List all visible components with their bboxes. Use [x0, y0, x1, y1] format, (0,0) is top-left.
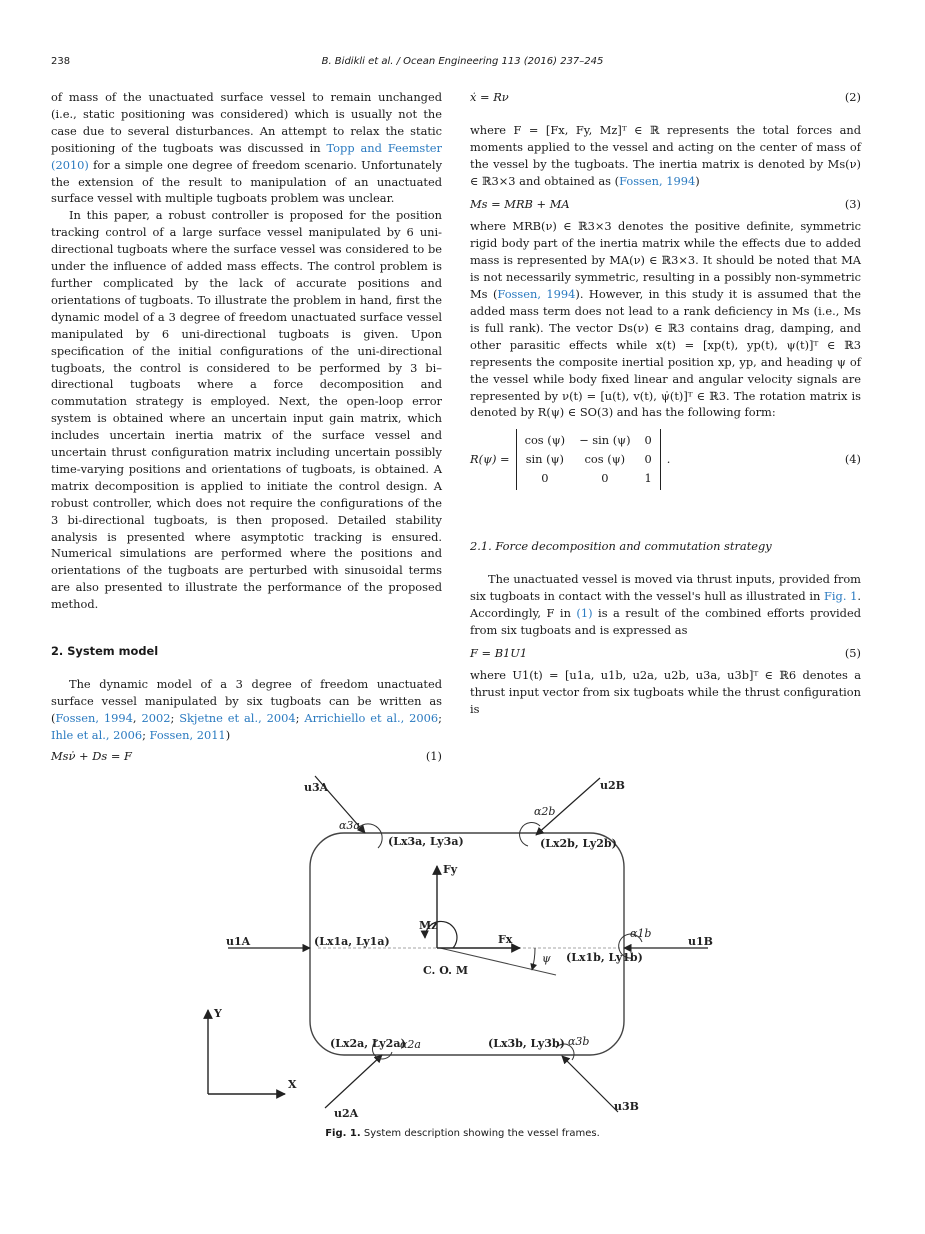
paragraph: The unactuated vessel is moved via thrust inputs, provided from six tugboats in contact with the vessel's hull as illustrated in Fig. 1. Accordingly, F in (1) is a result of the combined efforts provided from six tugboats and is expressed as: [470, 571, 861, 637]
right-column: [470, 89, 861, 718]
rotation-matrix: cos (ψ) − sin (ψ) 0 sin (ψ) cos (ψ) 0 0 0 1: [516, 429, 661, 490]
paragraph: where F = [Fx, Fy, Mz]ᵀ ∈ ℝ represents the total forces and moments applied to the vessel and acting on the center of mass of the vessel by the tugboats. The inertia matrix is denoted by Ms(ν) ∈ ℝ3×3 and obtained as (Fossen, 1994): [470, 122, 861, 188]
thrust-u3B: [562, 1056, 618, 1112]
equation-5: F = B1U1 (5): [470, 645, 861, 660]
left-column: [51, 89, 442, 765]
alpha-3a-arc: [358, 824, 382, 848]
label-Mz: Mz: [419, 919, 438, 932]
label-u2A: u2A: [334, 1107, 359, 1120]
paragraph: The dynamic model of a 3 degree of freedom unactuated surface vessel manipulated by six tugboats can be written as (Fossen, 1994, 2002; Skjetne et al., 2004; Arrichiello et al., 2006; Ihle et al., 2006; Fossen, 2011): [51, 677, 442, 742]
label-alpha-2a: α2a: [400, 1038, 421, 1051]
equation-link[interactable]: (1): [576, 605, 593, 620]
vessel-diagram: [195, 768, 730, 1123]
citation-link[interactable]: Skjetne et al., 2004: [179, 710, 296, 725]
label-L3b: (Lx3b, Ly3b): [488, 1037, 565, 1050]
paragraph: In this paper, a robust controller is proposed for the position tracking control of a large surface vessel manipulated by 6 uni-directional tugboats where the surface vessel was considered to be under the influence of added mass effects. The control problem is further complicated by the lack of accurate positions and orientations of tugboats. To illustrate the problem in hand, first the dynamic model of a 3 degree of freedom unactuated surface vessel manipulated by 6 uni-directional tugboats is given. Upon specification of the initial configurations of the uni-directional tugboats, the control is considered to be performed by 3 bi–directional tugboats where a force decomposition and commutation strategy is employed. Next, the open-loop error system is obtained where an uncertain input gain matrix, which includes uncertain inertia matrix of the surface vessel and uncertain thrust configuration matrix including uncertain possibly time-varying positions and orientations of tugboats, is obtained. A matrix decomposition is applied to initiate the control design. A robust controller, which does not require the configurations of the 3 bi-directional tugboats, is then proposed. Detailed stability analysis is presented where asymptotic tracking is ensured. Numerical simulations are performed where the positions and orientations of the tugboats are perturbed with sinusoidal terms are also presented to illustrate the performance of the proposed method.: [51, 208, 442, 612]
citation-link[interactable]: Topp and Feemster (2010): [51, 140, 442, 172]
paragraph: where U1(t) = [u1a, u1b, u2a, u2b, u3a, u3b]ᵀ ∈ ℝ6 denotes a thrust input vector from six tugboats while the thrust configuration is: [470, 668, 861, 717]
label-Y: Y: [214, 1007, 222, 1020]
label-X: X: [288, 1078, 297, 1091]
label-com: C. O. M: [423, 964, 468, 977]
label-u1A: u1A: [226, 935, 251, 948]
citation-link[interactable]: Fossen, 1994: [55, 710, 133, 725]
label-psi: ψ: [542, 952, 551, 965]
label-alpha-3a: α3a: [339, 819, 360, 832]
equation-1: Msν̇ + Ds = F (1): [51, 748, 442, 763]
psi-arc: [532, 948, 535, 970]
citation-link[interactable]: Ihle et al., 2006: [51, 727, 143, 742]
citation-link[interactable]: Fossen, 1994: [619, 173, 696, 188]
citation-link[interactable]: 2002: [141, 710, 171, 725]
label-u1B: u1B: [688, 935, 713, 948]
label-L2b: (Lx2b, Ly2b): [540, 837, 617, 850]
section-heading: 2. System model: [51, 644, 159, 659]
label-Fy: Fy: [443, 863, 458, 876]
label-alpha-3b: α3b: [568, 1035, 590, 1048]
thrust-u2A: [325, 1055, 382, 1108]
equation-2: ẋ = Rν (2): [470, 90, 861, 104]
label-L1a: (Lx1a, Ly1a): [314, 935, 390, 948]
label-L3a: (Lx3a, Ly3a): [388, 835, 464, 848]
citation-link[interactable]: Fossen, 2011: [149, 727, 226, 742]
equation-4: R(ψ) = cos (ψ) − sin (ψ) 0 sin (ψ) cos (ψ) 0 0 0 1 . (4): [470, 429, 861, 490]
running-header: B. Bidikli et al. / Ocean Engineering 113 (2016) 237–245: [321, 56, 604, 67]
label-u3A: u3A: [304, 781, 329, 794]
equation-3: Ms = MRB + MA (3): [470, 196, 861, 211]
figure-caption: Fig. 1. System description showing the vessel frames.: [325, 1128, 600, 1139]
subsection-heading: 2.1. Force decomposition and commutation strategy: [470, 539, 772, 554]
citation-link[interactable]: Arrichiello et al., 2006: [304, 710, 439, 725]
label-L1b: (Lx1b, Ly1b): [566, 951, 643, 964]
label-Fx: Fx: [498, 933, 513, 946]
figure-link[interactable]: Fig. 1: [824, 588, 858, 603]
label-alpha-2b: α2b: [534, 805, 556, 818]
label-u2B: u2B: [600, 779, 625, 792]
label-L2a: (Lx2a, Ly2a): [330, 1037, 406, 1050]
label-alpha-1b: α1b: [630, 927, 652, 940]
paragraph: of mass of the unactuated surface vessel to remain unchanged (i.e., static positioning was considered) which is usually not the case due to several disturbances. An attempt to relax the static positioning of the tugboats was discussed in Topp and Feemster (2010) for a simple one degree of freedom scenario. Unfortunately the extension of the result to manipulation of an unactuated surface vessel with multiple tugboats problem was unclear.: [51, 90, 443, 206]
paragraph: where MRB(ν) ∈ ℝ3×3 denotes the positive definite, symmetric rigid body part of the inertia matrix while the effects due to added mass is represented by MA(ν) ∈ ℝ3×3. It should be noted that MA is not necessarily symmetric, resulting in a possibly non-symmetric Ms (Fossen, 1994). However, in this study it is assumed that the added mass term does not lead to a rank deficiency in Ms (i.e., Ms is full rank). The vector Ds(ν) ∈ ℝ3 contains drag, damping, and other parasitic effects while x(t) = [xp(t), yp(t), ψ(t)]ᵀ ∈ ℝ3 represents the composite inertial position xp, yp, and heading ψ of the vessel while body fixed linear and angular velocity signals are represented by ν(t) = [u(t), v(t), ψ̇(t)]ᵀ ∈ ℝ3. The rotation matrix is denoted by R(ψ) ∈ SO(3) and has the following form:: [470, 219, 862, 420]
citation-link[interactable]: Fossen, 1994: [497, 287, 576, 302]
page-number: 238: [51, 56, 71, 67]
label-u3B: u3B: [614, 1100, 639, 1113]
